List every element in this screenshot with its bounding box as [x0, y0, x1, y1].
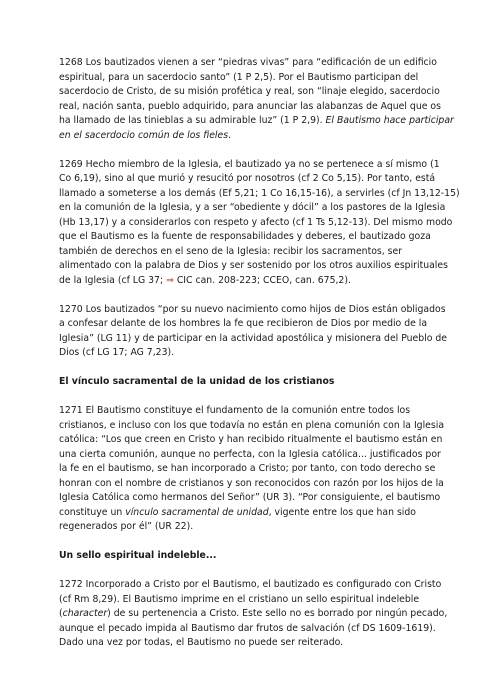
text-line: que el Bautismo es la fuente de responsabilidades y deberes, el bautizado goza [59, 231, 431, 242]
text-segment: CIC can. 208-223; CCEO, can. 675,2). [173, 274, 351, 286]
section-heading: El vínculo sacramental de la unidad de los cristianos [59, 376, 335, 387]
text-line: una cierta comunión, aunque no perfecta, con la Iglesia católica... justificados por [59, 448, 441, 460]
text-segment: de la Iglesia (cf LG 37; [59, 274, 167, 286]
text-line [59, 114, 454, 129]
italic-text: El Bautismo hace participar [325, 115, 454, 126]
text-line: honran con el nombre de cristianos y son reconocidos con razón por los hijos de la [59, 477, 444, 489]
text-segment: ( [59, 608, 63, 619]
text-line: católica: “Los que creen en Cristo y han recibido ritualmente el bautismo están en [59, 434, 443, 445]
text-line [59, 607, 448, 622]
text-line: Co 6,19), sino al que murió y resucitó por nosotros (cf 2 Co 5,15). Por tanto, está [59, 173, 436, 184]
text-line: Iglesia Católica como hermanos del Señor” (UR 3). “Por consiguiente, el bautismo [59, 492, 441, 503]
text-line: real, nación santa, pueblo adquirido, para anunciar las alabanzas de Aquel que os [59, 100, 441, 112]
text-line [59, 129, 429, 144]
text-line: la fe en el bautismo, se han incorporado a Cristo; por tanto, con todo derecho se [59, 463, 436, 474]
text-line: 1271 El Bautismo constituye el fundamento de la comunión entre todos los [59, 405, 411, 416]
text-line: Iglesia” (LG 11) y de participar en la actividad apostólica y misionera del Pueblo de [59, 332, 448, 344]
text-line: regenerados por él” (UR 22). [59, 521, 194, 532]
text-line [59, 506, 429, 521]
paragraph-1268 [59, 56, 454, 143]
paragraph-1271 [59, 404, 445, 535]
text-line: Dios (cf LG 17; AG 7,23). [59, 347, 175, 358]
text-line: 1269 Hecho miembro de la Iglesia, el bautizado ya no se pertenece a sí mismo (1 [59, 158, 440, 170]
paragraph-1272 [59, 578, 448, 651]
text-segment: ) de su pertenencia a Cristo. Este sello no es borrado por ningún pecado, [107, 608, 448, 619]
text-segment: ha llamado de las tinieblas a su admirable luz” (1 P 2,9). [59, 115, 326, 126]
text-line: 1272 Incorporado a Cristo por el Bautismo, el bautizado es configurado con Cristo [59, 579, 442, 590]
text-line: cristianos, e incluso con los que todavía no están en plena comunión con la Iglesia [59, 419, 445, 431]
arrow-link-icon[interactable]: ⇒ [166, 274, 174, 286]
text-line: también de derechos en el seno de la Iglesia: recibir los sacramentos, ser [59, 245, 403, 257]
italic-text: en el sacerdocio común de los fieles [59, 129, 229, 141]
text-line: 1268 Los bautizados vienen a ser “piedras vivas” para “edificación de un edificio [59, 57, 437, 68]
paragraph-1270 [59, 303, 448, 361]
text-line: llamado a someterse a los demás (Ef 5,21; 1 Co 16,15-16), a servirles (cf Jn 13,12-15) [59, 187, 460, 199]
text-line [59, 274, 429, 289]
text-line: 1270 Los bautizados “por su nuevo nacimiento como hijos de Dios están obligados [59, 303, 446, 315]
text-line: Dado una vez por todas, el Bautismo no puede ser reiterado. [59, 637, 344, 648]
text-line: a confesar delante de los hombres la fe que recibieron de Dios por medio de la [59, 318, 428, 329]
text-line: alimentado con la palabra de Dios y ser sostenido por los otros auxilios espirituales [59, 260, 448, 271]
text-line: aunque el pecado impida al Bautismo dar frutos de salvación (cf DS 1609-1619). [59, 622, 436, 634]
text-line: espiritual, para un sacerdocio santo” (1 P 2,5). Por el Bautismo participan del [59, 71, 419, 83]
text-segment: . [228, 129, 232, 141]
italic-text: character [62, 608, 108, 619]
text-segment: , vigente entre los que han sido [268, 506, 416, 518]
paragraph-1269 [59, 158, 460, 289]
text-line: en la comunión de la Iglesia, y a ser “obediente y dócil” a los pastores de la Iglesia [59, 202, 446, 213]
section-heading: Un sello espiritual indeleble... [59, 550, 217, 561]
text-line: (cf Rm 8,29). El Bautismo imprime en el cristiano un sello espiritual indeleble [59, 593, 420, 605]
text-segment: constituye un [59, 506, 126, 518]
text-line: sacerdocio de Cristo, de su misión profética y real, son “linaje elegido, sacerdocio [59, 86, 440, 97]
italic-text: vínculo sacramental de unidad [125, 506, 269, 518]
text-line: (Hb 13,17) y a considerarlos con respeto y afecto (cf 1 Ts 5,12-13). Del mismo modo [59, 216, 453, 228]
